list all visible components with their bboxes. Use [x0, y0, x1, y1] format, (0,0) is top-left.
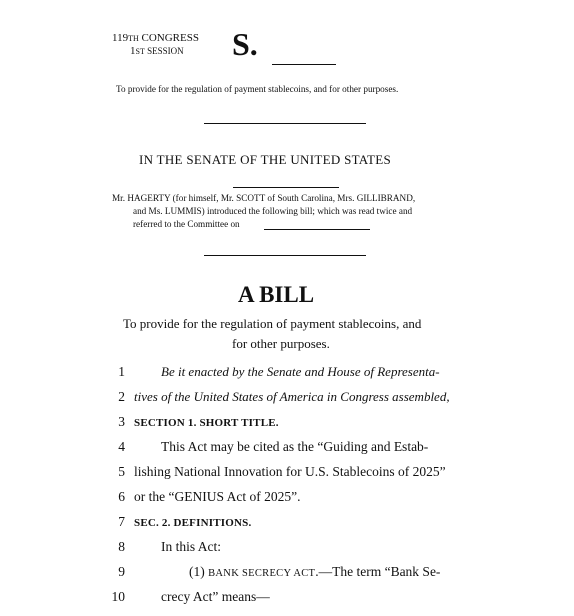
congress-word: CONGRESS	[138, 32, 199, 44]
divider-mid	[204, 255, 366, 256]
bill-number-prefix: S.	[232, 26, 258, 62]
line-number: 6	[118, 489, 125, 504]
body-line: lishing National Innovation for U.S. Stablecoins of 2025”	[134, 464, 446, 479]
enacting-clause-line: tives of the United States of America in Congress assembled,	[134, 389, 450, 404]
body-line: or the “GENIUS Act of 2025”.	[134, 489, 301, 504]
defined-term: BANK SECRECY ACT	[208, 568, 316, 579]
paragraph-marker: (1)	[189, 564, 209, 579]
divider-small	[233, 187, 339, 188]
sponsor-line-1: Mr. HAGERTY (for himself, Mr. SCOTT of South Carolina, Mrs. GILLIBRAND,	[112, 193, 416, 203]
line-number: 4	[118, 439, 125, 454]
definition-text: .—The term “Bank Se-	[315, 564, 441, 579]
line-number: 1	[118, 364, 125, 379]
definition-line	[189, 564, 440, 580]
line-number: 5	[118, 464, 125, 479]
section-heading: SECTION 1. SHORT TITLE.	[134, 417, 279, 429]
session-word: SESSION	[144, 46, 184, 56]
bill-title: A BILL	[238, 282, 315, 307]
long-title-line-2: for other purposes.	[232, 336, 330, 351]
congress-ordinal: TH	[128, 34, 139, 43]
divider-top	[204, 123, 366, 124]
committee-blank	[264, 229, 370, 230]
body-line: In this Act:	[161, 539, 221, 554]
sponsor-line-2: and Ms. LUMMIS) introduced the following bill; which was read twice and	[133, 206, 413, 216]
line-number: 7	[118, 514, 125, 529]
line-number: 2	[118, 389, 125, 404]
session-label	[130, 45, 184, 57]
line-number: 10	[111, 589, 125, 604]
body-line: This Act may be cited as the “Guiding and Estab-	[161, 439, 429, 454]
bill-number-blank	[272, 64, 336, 65]
line-number: 3	[118, 414, 125, 429]
purpose-short: To provide for the regulation of payment stablecoins, and for other purposes.	[116, 84, 399, 94]
chamber-heading: IN THE SENATE OF THE UNITED STATES	[139, 152, 392, 167]
congress-label	[112, 32, 199, 44]
sponsor-line-3: referred to the Committee on	[133, 219, 240, 229]
enacting-clause-line: Be it enacted by the Senate and House of Representa-	[161, 364, 440, 379]
body-line: crecy Act” means—	[161, 589, 270, 604]
session-number: 1	[130, 45, 136, 57]
session-ordinal: ST	[135, 47, 145, 56]
line-number: 8	[118, 539, 125, 554]
long-title-line-1: To provide for the regulation of payment stablecoins, and	[123, 316, 422, 331]
congress-number: 119	[112, 32, 129, 44]
section-heading: SEC. 2. DEFINITIONS.	[134, 517, 252, 529]
line-number: 9	[118, 564, 125, 579]
